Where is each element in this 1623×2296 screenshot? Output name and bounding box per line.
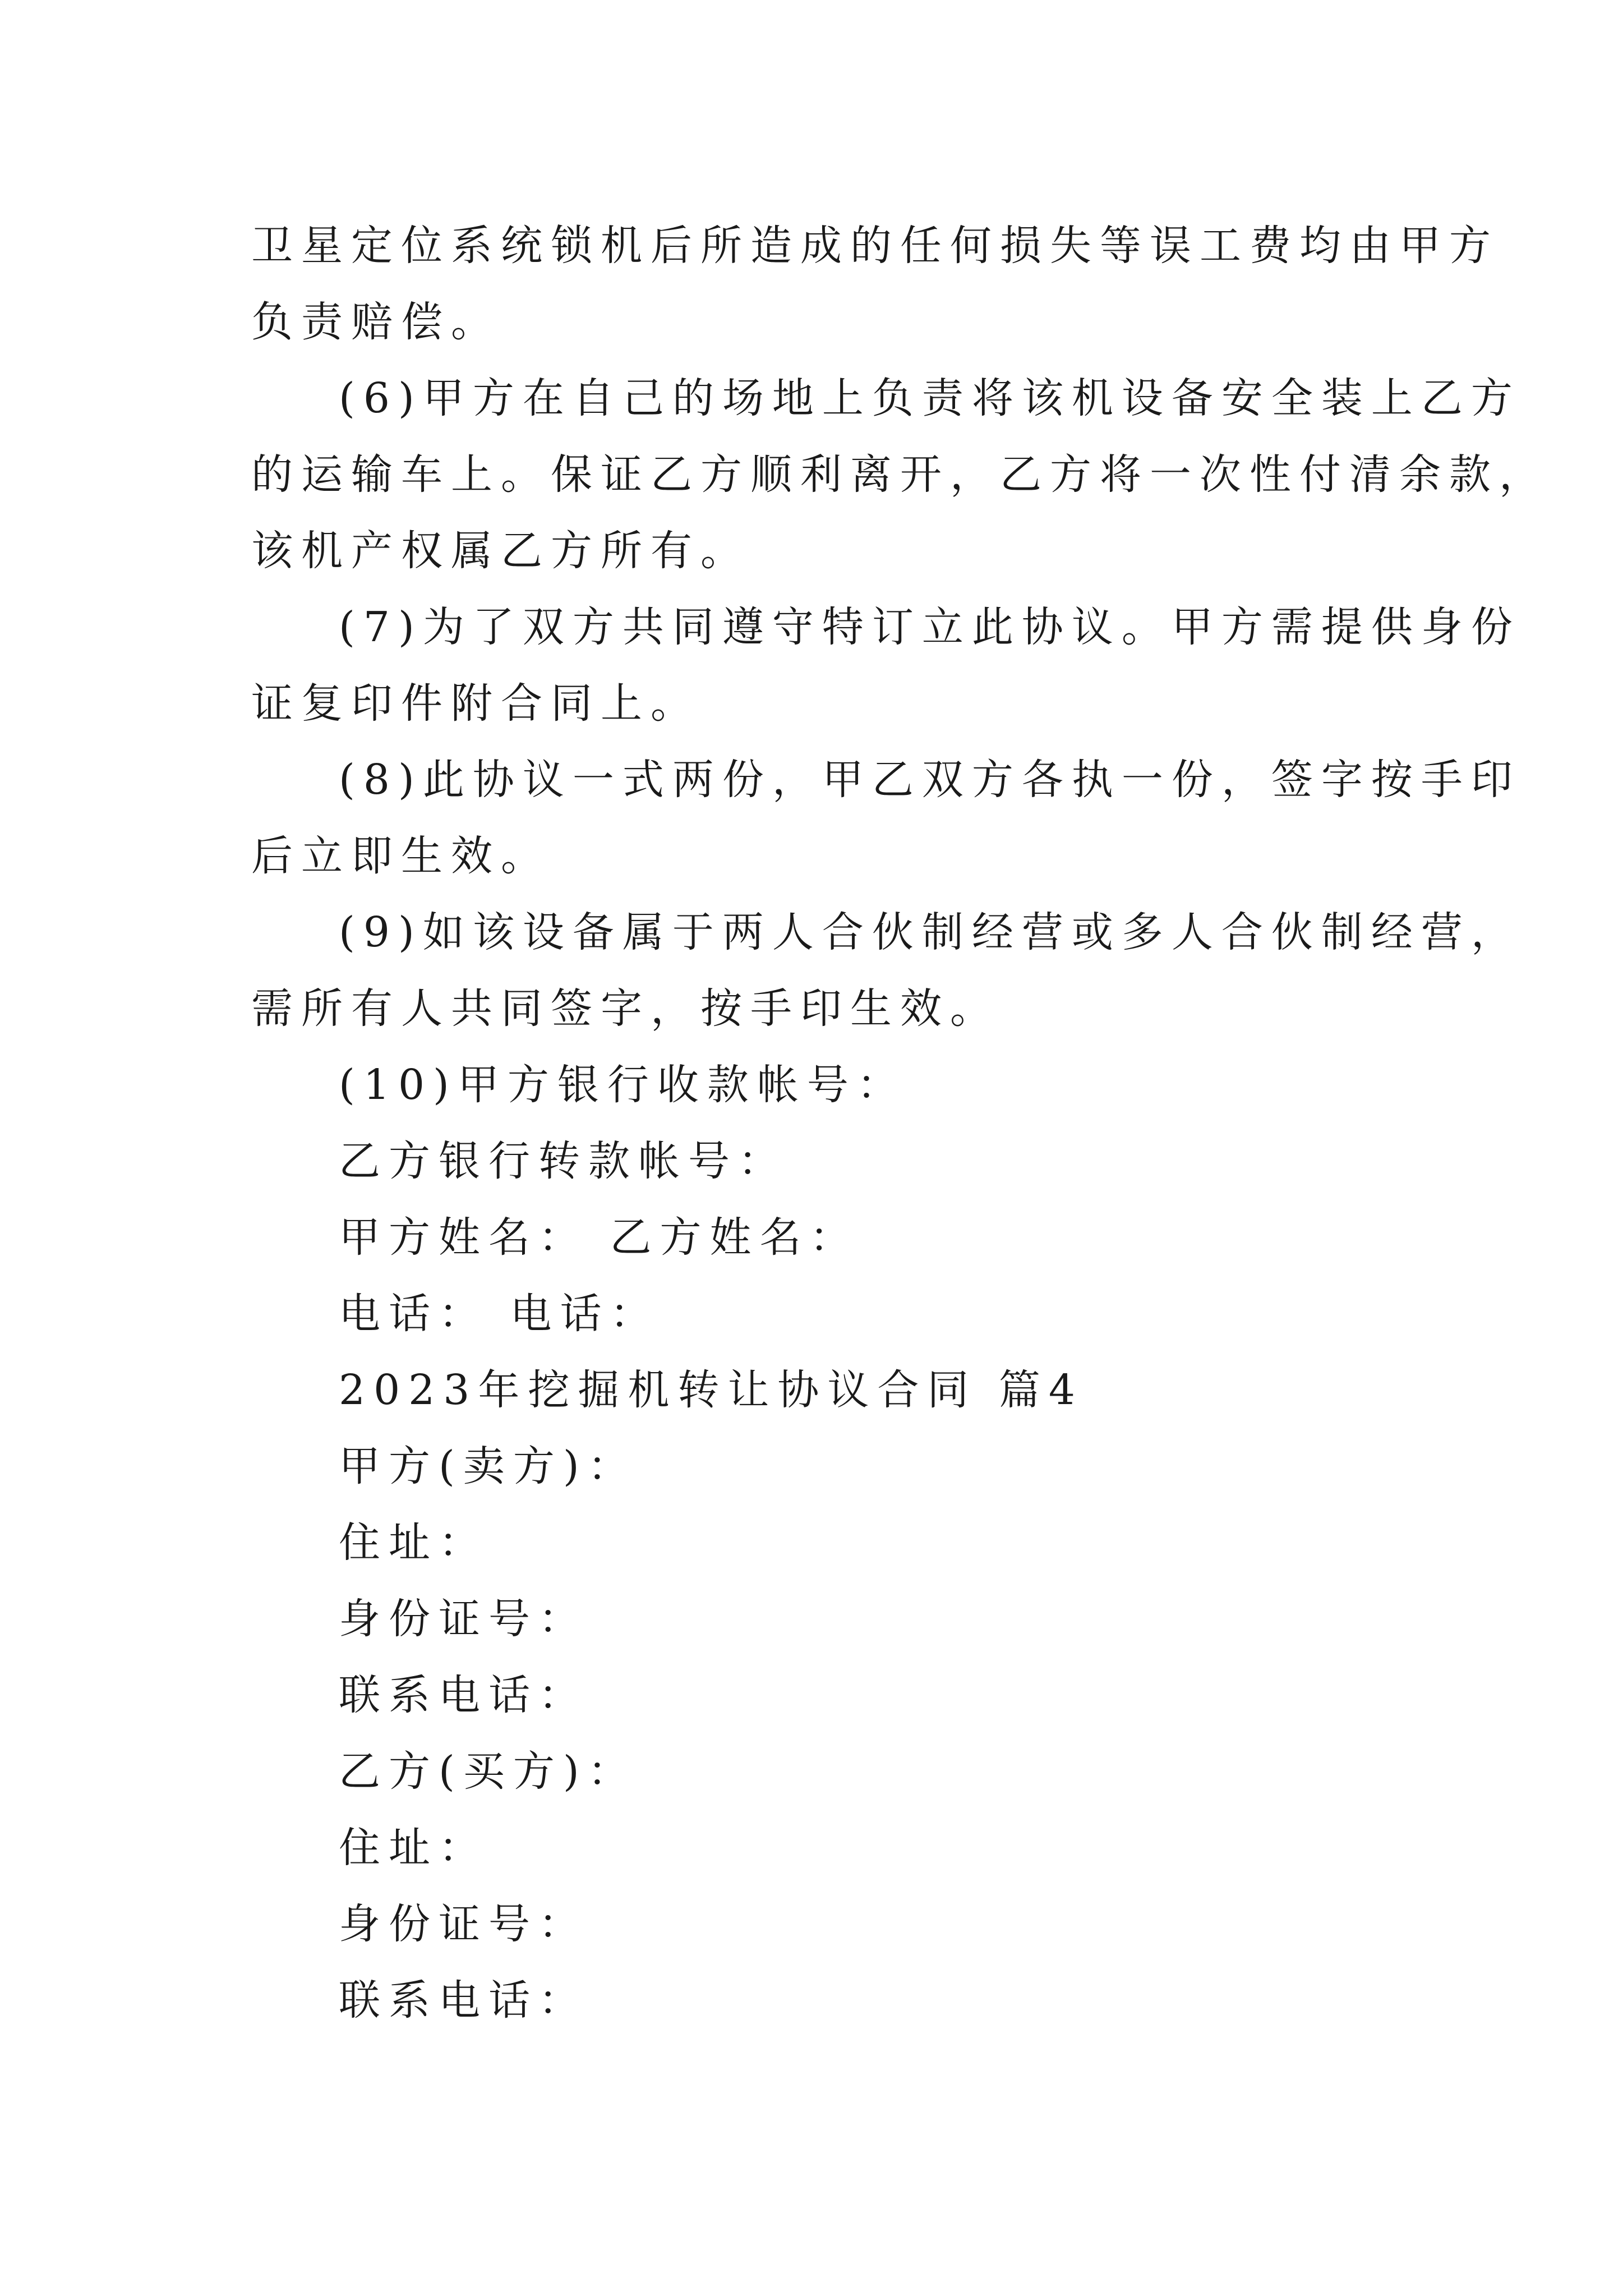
paragraph-line: 卫星定位系统锁机后所造成的任何损失等误工费均由甲方 [251, 222, 1499, 270]
clause-10-line: (10)甲方银行收款帐号： [339, 1061, 907, 1109]
paragraph-line: 该机产权属乙方所有。 [251, 527, 750, 575]
party-a-phone: 联系电话： [339, 1671, 588, 1719]
phones-line: 电话： 电话： [339, 1290, 660, 1338]
clause-6-line: (6)甲方在自己的场地上负责将该机设备安全装上乙方 [339, 374, 1521, 422]
paragraph-line: 证复印件附合同上。 [251, 679, 700, 728]
paragraph-line: 的运输车上。保证乙方顺利离开，乙方将一次性付清余款， [251, 450, 1549, 499]
party-a-id: 身份证号： [339, 1595, 588, 1643]
names-line: 甲方姓名： 乙方姓名： [339, 1213, 860, 1262]
party-b-id: 身份证号： [339, 1900, 588, 1948]
paragraph-line: 负责赔偿。 [251, 298, 501, 346]
paragraph-line: 需所有人共同签字，按手印生效。 [251, 984, 1000, 1033]
clause-9-line: (9)如该设备属于两人合伙制经营或多人合伙制经营， [339, 908, 1521, 956]
party-a-label: 甲方(卖方)： [339, 1442, 638, 1490]
party-b-label: 乙方(买方)： [339, 1747, 638, 1796]
bank-account-line: 乙方银行转款帐号： [339, 1137, 788, 1185]
clause-8-line: (8)此协议一式两份，甲乙双方各执一份，签字按手印 [339, 756, 1521, 804]
paragraph-line: 后立即生效。 [251, 832, 551, 880]
clause-7-line: (7)为了双方共同遵守特订立此协议。甲方需提供身份 [339, 603, 1521, 651]
party-a-address: 住址： [339, 1519, 488, 1567]
section-title: 2023年挖掘机转让协议合同 篇4 [339, 1366, 1083, 1414]
party-b-phone: 联系电话： [339, 1976, 588, 2024]
party-b-address: 住址： [339, 1824, 488, 1872]
